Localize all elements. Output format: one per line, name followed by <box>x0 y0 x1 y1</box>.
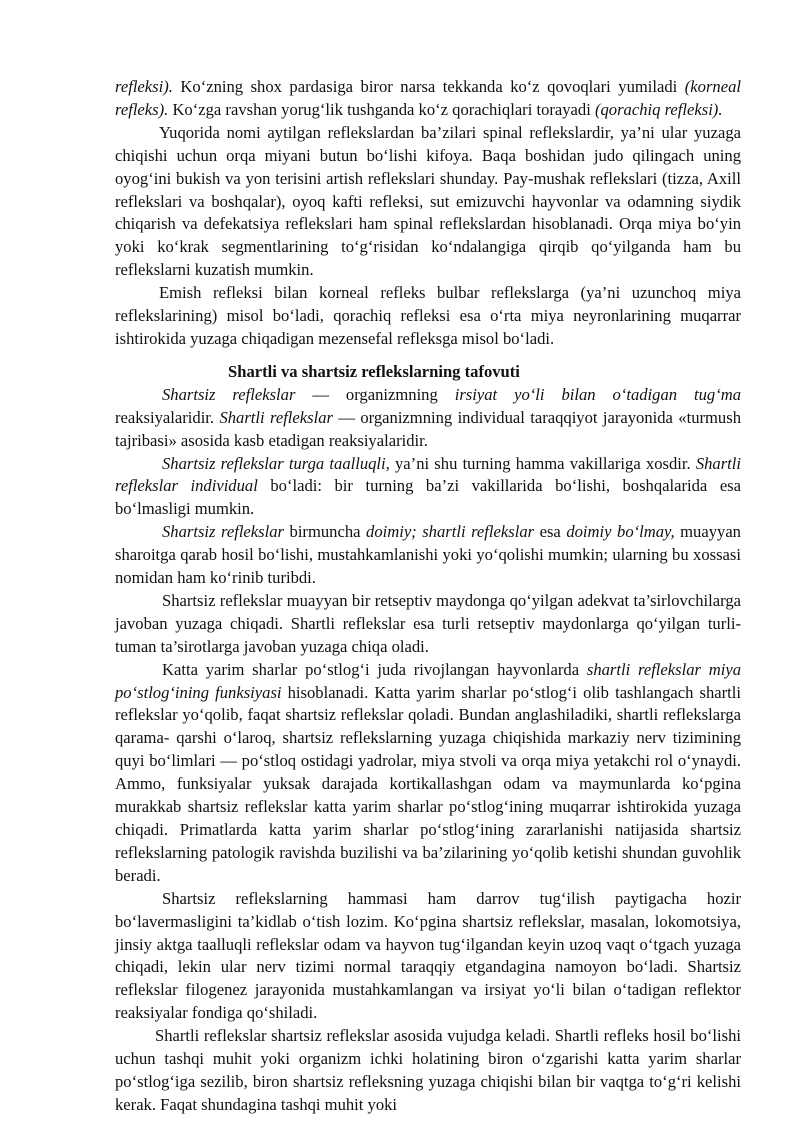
paragraph-5 <box>115 521 741 590</box>
text-segment: Shartli reflekslar shartsiz reflekslar asosida vujudga keladi. Shartli refleks hosil bo‘lishi uchun tashqi muhit yoki organizm ichki holatining biron o‘zgarishi katta yarim sharlar po‘stlog‘iga sezilib, biron shartsiz refleksning yuzaga chiqishi bilan bir vaqtga to‘g‘ri kelishi kerak. Faqat shundagina tashqi muhit yoki <box>115 1026 741 1114</box>
section-heading: Shartli va shartsiz reflekslarning tafovuti <box>228 361 520 381</box>
text-segment: Shartsiz reflekslarning hammasi ham darrov tug‘ilish paytigacha hozir bo‘lavermasligini ta’kidlab o‘tish lozim. Ko‘pgina shartsiz reflekslar, masalan, lokomotsiya, jinsiy aktga taalluqli reflekslar odam va hayvon tug‘ilgandan keyin uzoq vaqt o‘tgach yuzaga chiqadi, lekin ular nerv tizimi normal taraqqiy etgandagina namoyon bo‘ladi. Shartsiz reflekslar filogenez jarayonida mustahkamlangan va irsiyat yo‘li bilan o‘tadigan reflektor reaksiyalar fondiga qo‘shiladi. <box>115 888 741 1023</box>
text-segment: Katta yarim sharlar po‘stlog‘i juda rivojlangan hayvonlarda <box>162 659 587 679</box>
text-segment: — organizmning <box>295 384 455 404</box>
text-segment: Yuqorida nomi aytilgan reflekslardan ba’zilari spinal reflekslardir, ya’ni ular yuzaga chiqishi uchun orqa miyani butun bo‘lishi kifoya. Baqa boshidan judo qilingach uning oyog‘ini bukish va yon terisini artish reflekslari shunday. Pay-mushak reflekslari (tizza, Axill reflekslari va boshqalar), oyoq kafti refleksi, sut emizuvchi hayvonlar va odamning siydik chiqarish va defekatsiya reflekslari ham spinal reflekslardan hisoblanadi. Orqa miya bo‘yin yoki ko‘krak segmentlarining to‘g‘risidan ko‘ndalangiga qirqib qo‘yilganda ham bu reflekslarni kuzatish mumkin. <box>115 122 741 280</box>
text-segment: bo‘ladi: bir turning ba’zi vakillarida bo‘lishi, boshqalarida esa bo‘lmasligi mumkin. <box>115 476 742 519</box>
text-segment: Emish refleksi bilan korneal refleks bulbar reflekslarga (ya’ni uzunchoq miya reflekslarining) misol bo‘ladi, qorachiq refleksi esa o‘rta miya neyronlarining muqarrar ishtirokida yuzaga chiqadigan mezensefal refleksga misol bo‘ladi. <box>115 283 741 348</box>
italic-text-segment: shartli reflekslar miya po‘stlog‘ining funksiyasi <box>115 659 741 702</box>
text-segment: muayyan sharoitga qarab hosil bo‘lishi, mustahkamlanishi yoki yo‘qolishi mumkin; ularning bu xossasi nomidan ham ko‘rinib turibdi. <box>115 522 741 588</box>
page-body <box>115 76 741 1117</box>
italic-text-segment: Shartli reflekslar <box>219 407 333 427</box>
italic-text-segment: irsiyat yo‘li bilan o‘tadigan tug‘ma <box>454 384 741 404</box>
paragraph-8 <box>115 888 741 1025</box>
text-segment: Ko‘zning shox pardasiga biror narsa tekkanda ko‘z qovoqlari yumiladi <box>172 77 685 96</box>
paragraph-7 <box>115 659 741 888</box>
text-segment: birmuncha <box>284 522 367 542</box>
italic-text-segment: Shartsiz reflekslar turga taalluqli, <box>162 453 390 473</box>
italic-text-segment: Shartsiz reflekslar <box>162 384 296 404</box>
text-segment: reaksiyalaridir. <box>115 407 220 427</box>
italic-text-segment: Shartli reflekslar individual <box>115 453 742 496</box>
italic-text-segment: refleksi). <box>115 77 173 96</box>
paragraph-4 <box>115 453 741 522</box>
text-segment: ya’ni shu turning hamma vakillariga xosdir. <box>389 453 696 473</box>
paragraph-9 <box>115 1025 741 1117</box>
text-segment: Ko‘zga ravshan yorug‘lik tushganda ko‘z qorachiqlari torayadi <box>168 99 595 119</box>
paragraph-1 <box>115 122 741 282</box>
italic-text-segment: (qorachiq refleksi). <box>594 99 723 119</box>
italic-text-segment: doimiy; shartli reflekslar <box>366 522 535 542</box>
text-segment: hisoblanadi. Katta yarim sharlar po‘stlog‘i olib tashlangach shartli reflekslar yo‘qolib, faqat shartsiz reflekslar qoladi. Bundan anglashiladiki, shartli reflekslarga qarama- qarshi o‘laroq, shartsiz reflekslarning yuzaga chiqishida markaziy nerv tizimining quyi bo‘limlari — po‘stloq ostidagi yadrolar, miya stvoli va orqa miya yetakchi rol o‘ynaydi. Ammo, funksiyalar yuksak darajada kortikallashgan odam va maymunlarda ko‘pgina murakkab shartsiz reflekslar katta yarim sharlar po‘stlog‘ining muqarrar ishtirokida yuzaga chiqadi. Primatlarda katta yarim sharlar po‘stlog‘ining zararlanishi natijasida shartsiz reflekslarning patologik ravishda buzilishi va ba’zilarining yo‘qolib ketishi shundan guvohlik beradi. <box>115 682 741 885</box>
paragraph-6 <box>115 590 741 659</box>
text-segment: — organizmning individual taraqqiyot jarayonida «turmush tajribasi» asosida kasb etadigan reaksiyalaridir. <box>115 407 741 450</box>
italic-text-segment: doimiy bo‘lmay, <box>566 522 675 542</box>
text-segment: Shartsiz reflekslar muayyan bir retseptiv maydonga qo‘yilgan adekvat ta’sirlovchilarga javoban yuzaga chiqadi. Shartli reflekslar esa turli retseptiv maydonlarga qo‘yilgan turli-tuman ta’sirotlarga javoban yuzaga chiqa oladi. <box>115 590 741 656</box>
paragraph-0 <box>115 76 741 122</box>
italic-text-segment: Shartsiz reflekslar <box>162 522 284 542</box>
paragraph-2 <box>115 282 741 351</box>
text-segment: esa <box>534 522 567 542</box>
paragraph-3 <box>115 384 741 453</box>
italic-text-segment: (korneal refleks). <box>115 77 741 119</box>
